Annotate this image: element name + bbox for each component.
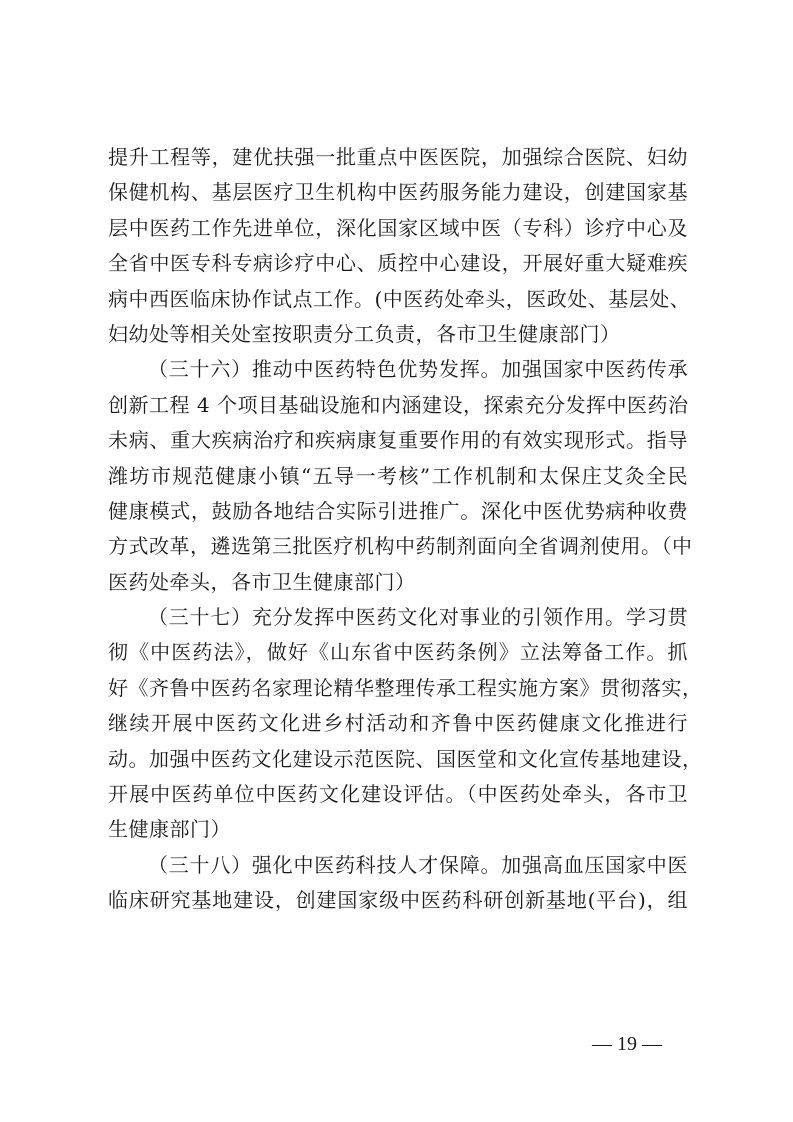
text-line: 动。加强中医药文化建设示范医院、国医堂和文化宣传基地建设， xyxy=(108,746,703,771)
text-line: 妇幼处等相关处室按职责分工负责，各市卫生健康部门） xyxy=(108,321,621,346)
text-line: 继续开展中医药文化进乡村活动和齐鲁中医药健康文化推进行 xyxy=(108,711,688,736)
body-text xyxy=(108,140,703,919)
text-line: 全省中医专科专病诊疗中心、质控中心建设，开展好重大疑难疾 xyxy=(108,251,688,276)
text-line: 方式改革，遴选第三批医疗机构中药制剂面向全省调剂使用。（中 xyxy=(108,534,693,559)
text-line: 保健机构、基层医疗卫生机构中医药服务能力建设，创建国家基 xyxy=(108,180,688,205)
text-line: 彻《中医药法》，做好《山东省中医药条例》立法筹备工作。抓 xyxy=(108,640,688,665)
section-38-heading-line: （三十八）强化中医药科技人才保障。加强高血压国家中医 xyxy=(148,852,688,877)
text-line: 医药处牵头，各市卫生健康部门） xyxy=(108,569,416,594)
text-line: 潍坊市规范健康小镇“五导一考核”工作机制和太保庄艾灸全民 xyxy=(108,463,688,488)
text-line: 好《齐鲁中医药名家理论精华整理传承工程实施方案》贯彻落实， xyxy=(108,675,703,700)
text-line: 提升工程等，建优扶强一批重点中医医院，加强综合医院、妇幼 xyxy=(108,145,688,169)
text-line: 层中医药工作先进单位，深化国家区域中医（专科）诊疗中心及 xyxy=(108,215,688,240)
section-36-heading-line: （三十六）推动中医药特色优势发挥。加强国家中医药传承 xyxy=(148,357,688,382)
text-line: 健康模式，鼓励各地结合实际引进推广。深化中医优势病种收费 xyxy=(108,498,688,523)
text-line: 创新工程 4 个项目基础设施和内涵建设，探索充分发挥中医药治 xyxy=(108,392,689,417)
text-line: 临床研究基地建设，创建国家级中医药科研创新基地(平台)，组 xyxy=(108,888,688,913)
section-37-heading-line: （三十七）充分发挥中医药文化对事业的引领作用。学习贯 xyxy=(148,605,688,630)
text-line: 生健康部门） xyxy=(108,817,231,842)
text-line: 病中西医临床协作试点工作。(中医药处牵头，医政处、基层处、 xyxy=(108,286,691,311)
text-line: 未病、重大疾病治疗和疾病康复重要作用的有效实现形式。指导 xyxy=(108,428,688,453)
text-line: 开展中医药单位中医药文化建设评估。（中医药处牵头，各市卫 xyxy=(108,782,688,807)
page-number: — 19 — xyxy=(592,1033,662,1055)
